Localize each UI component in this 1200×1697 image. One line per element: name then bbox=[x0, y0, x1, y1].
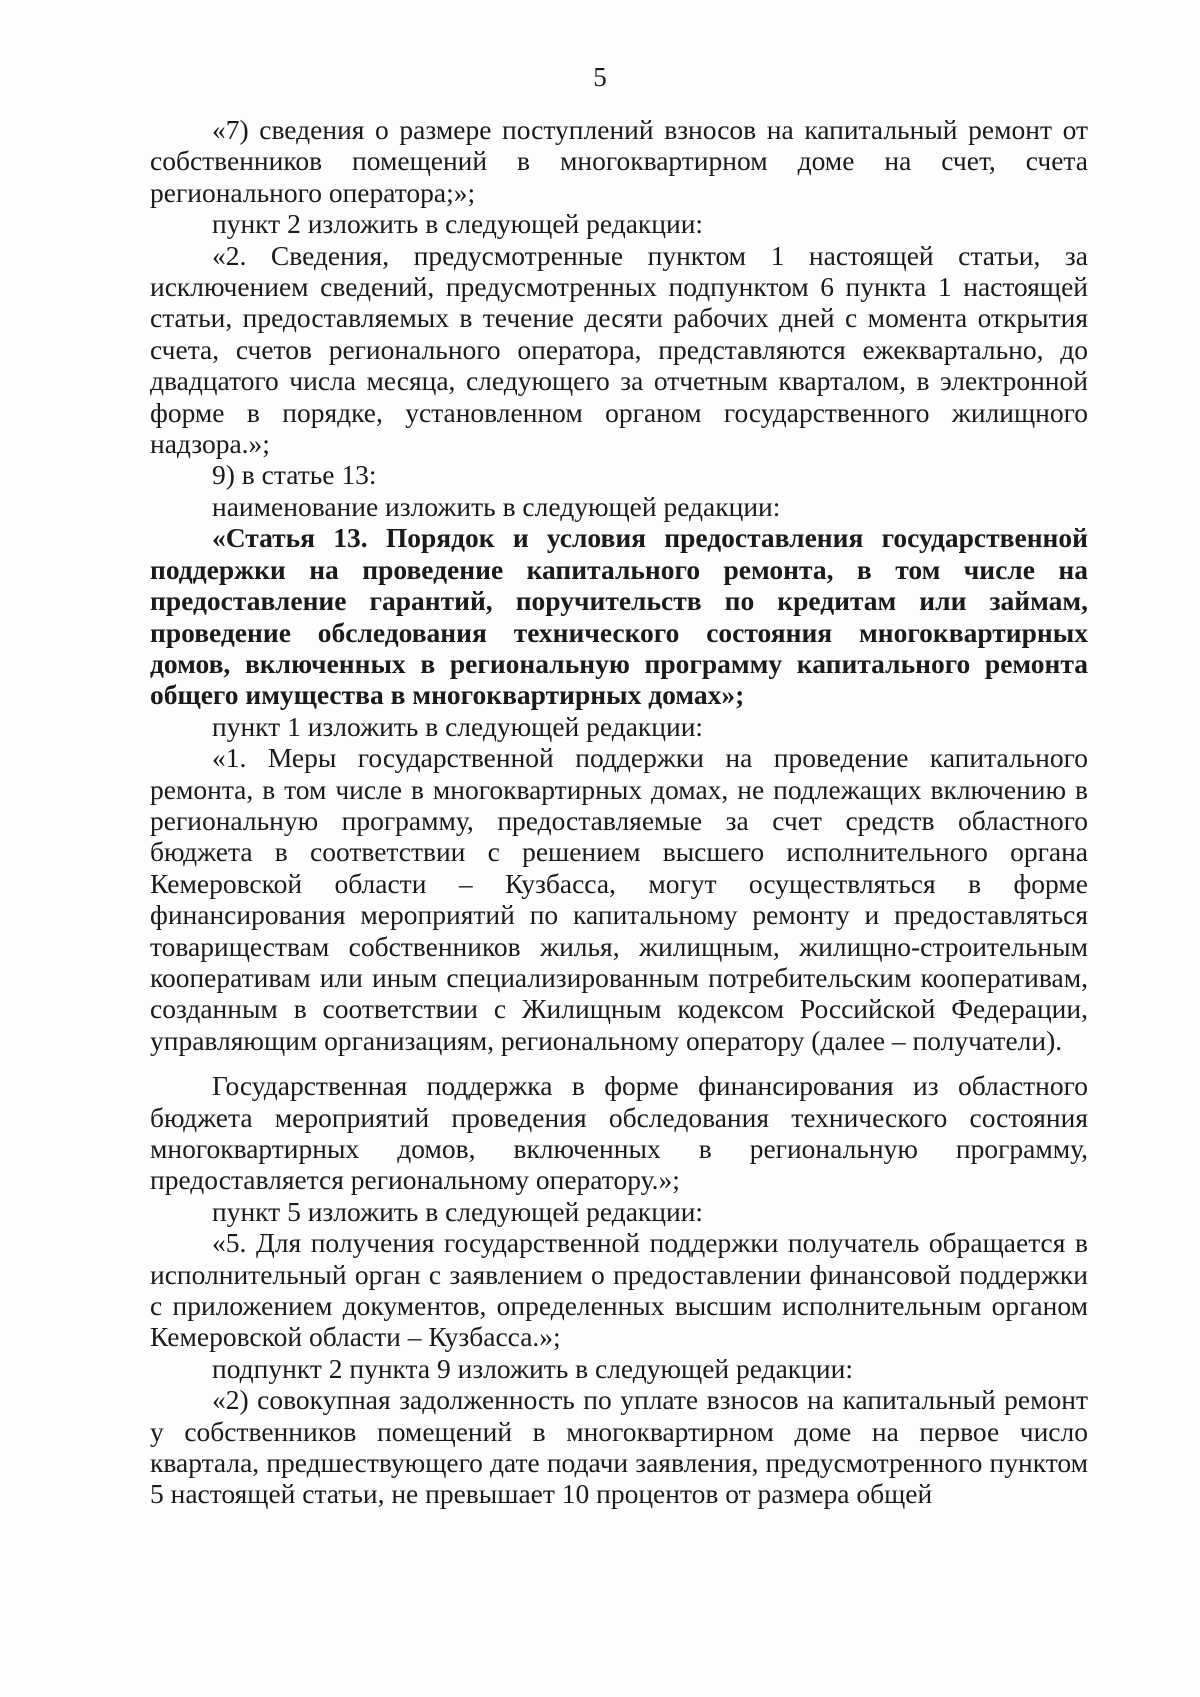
paragraph-instruction-point-5: пункт 5 изложить в следующей редакции: bbox=[212, 1195, 704, 1227]
paragraph-instruction-point-1: пункт 1 изложить в следующей редакции: bbox=[212, 710, 704, 742]
paragraph-instruction-subpoint-2: подпункт 2 пункта 9 изложить в следующей редакции: bbox=[212, 1352, 853, 1384]
paragraph-point-1: «1. Меры государственной поддержки на проведение капитального ремонта, в том числе в многоквартирных домах, не подлежащих включению в региональную программу, предоставляемые за счет средств областного бюджета в соответствии с решением высшего исполнительного органа Кемеровской области – Кузбасса, могут осуществляться в форме финансирования мероприятий по капитальному ремонту и предоставляться товариществам собственников жилья, жилищным, жилищно-строительным кооперативам или иным специализированным потребительским кооперативам, созданным в соответствии с Жилищным кодексом Российской Федерации, управляющим организациям, региональному оператору (далее – получатели). bbox=[150, 742, 1088, 1056]
paragraph-article-13-heading: 9) в статье 13: bbox=[212, 459, 377, 491]
paragraph-item-7: «7) сведения о размере поступлений взносов на капитальный ремонт от собственников помещений в многоквартирном доме на счет, счета регионального оператора;»; bbox=[150, 114, 1088, 208]
paragraph-point-5: «5. Для получения государственной поддержки получатель обращается в исполнительный орган с заявлением о предоставлении финансовой поддержки с приложением документов, определенных высшим исполнительным органом Кемеровской области – Кузбасса.»; bbox=[150, 1227, 1088, 1353]
paragraph-instruction-point-2: пункт 2 изложить в следующей редакции: bbox=[212, 208, 704, 240]
page-number: 5 bbox=[593, 62, 607, 92]
paragraph-subpoint-2: «2) совокупная задолженность по уплате взносов на капитальный ремонт у собственников помещений в многоквартирном доме на первое число квартала, предшествующего дате подачи заявления, предусмотренного пунктом 5 настоящей статьи, не превышает 10 процентов от размера общей bbox=[150, 1384, 1088, 1510]
paragraph-state-support: Государственная поддержка в форме финансирования из областного бюджета мероприятий проведения обследования технического состояния многоквартирных домов, включенных в региональную программу, предоставляется региональному оператору.»; bbox=[150, 1070, 1088, 1196]
document-body bbox=[150, 114, 1088, 1510]
paragraph-instruction-title: наименование изложить в следующей редакции: bbox=[212, 490, 781, 522]
paragraph-article-13-title: «Статья 13. Порядок и условия предоставления государственной поддержки на проведение капитального ремонта, в том числе на предоставление гарантий, поручительств по кредитам или займам, проведение обследования технического состояния многоквартирных домов, включенных в региональную программу капитального ремонта общего имущества в многоквартирных домах»; bbox=[150, 522, 1088, 711]
paragraph-point-2: «2. Сведения, предусмотренные пунктом 1 настоящей статьи, за исключением сведений, предусмотренных подпунктом 6 пункта 1 настоящей статьи, предоставляемых в течение десяти рабочих дней с момента открытия счета, счетов регионального оператора, представляются ежеквартально, до двадцатого числа месяца, следующего за отчетным кварталом, в электронной форме в порядке, установленном органом государственного жилищного надзора.»; bbox=[150, 239, 1088, 460]
